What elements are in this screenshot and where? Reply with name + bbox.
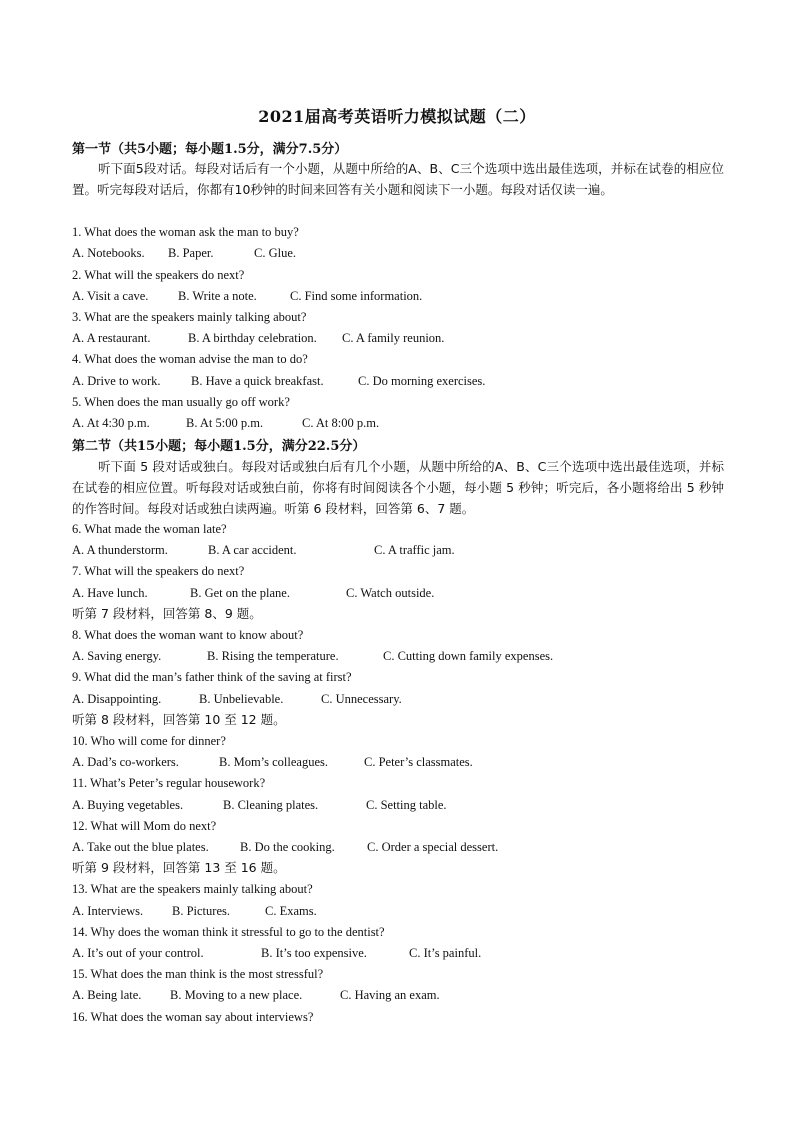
- question-16: 16. What does the woman say about interviews?: [72, 1010, 314, 1024]
- option-a: A. Dad’s co-workers.: [72, 755, 179, 769]
- option-b: B. Rising the temperature.: [207, 649, 339, 663]
- option-c: C. Having an exam.: [340, 988, 440, 1002]
- option-a: A. Visit a cave.: [72, 289, 149, 303]
- option-c: C. A family reunion.: [342, 331, 445, 345]
- option-b: B. It’s too expensive.: [261, 946, 367, 960]
- option-c: C. Setting table.: [366, 798, 447, 812]
- option-b: B. Moving to a new place.: [170, 988, 303, 1002]
- material-note-7: 听第 7 段材料，回答第 8、9 题。: [72, 606, 262, 621]
- options-15: [72, 986, 440, 1004]
- option-a: A. Saving energy.: [72, 649, 162, 663]
- question-12: 12. What will Mom do next?: [72, 819, 217, 833]
- option-a: A. Being late.: [72, 988, 142, 1002]
- option-b: B. A birthday celebration.: [188, 331, 317, 345]
- options-10: [72, 753, 473, 771]
- option-c: C. Order a special dessert.: [367, 840, 499, 854]
- options-4: [72, 372, 485, 390]
- options-6: [72, 541, 455, 559]
- option-a: A. A restaurant.: [72, 331, 151, 345]
- option-a: A. Take out the blue plates.: [72, 840, 209, 854]
- option-b: B. Unbelievable.: [199, 692, 284, 706]
- option-a: A. Notebooks.: [72, 246, 145, 260]
- question-3: 3. What are the speakers mainly talking about?: [72, 310, 307, 324]
- options-11: [72, 796, 447, 814]
- question-11: 11. What’s Peter’s regular housework?: [72, 776, 266, 790]
- option-b: B. At 5:00 p.m.: [186, 416, 264, 430]
- question-13: 13. What are the speakers mainly talking about?: [72, 882, 313, 896]
- option-c: C. Do morning exercises.: [358, 374, 486, 388]
- option-a: A. Interviews.: [72, 904, 144, 918]
- option-b: B. A car accident.: [208, 543, 297, 557]
- option-a: A. Drive to work.: [72, 374, 161, 388]
- option-c: C. Peter’s classmates.: [364, 755, 473, 769]
- question-5: 5. When does the man usually go off work?: [72, 395, 290, 409]
- option-a: A. Have lunch.: [72, 586, 148, 600]
- section1-instruction: 听下面5段对话。每段对话后有一个小题，从题中所给的A、B、C三个选项中选出最佳选项，并标在试卷的相应位置。听完每段对话后，你都有10秒钟的时间来回答有关小题和阅读下一小题。每段对话仅读一遍。: [72, 161, 724, 197]
- question-9: 9. What did the man’s father think of the saving at first?: [72, 670, 352, 684]
- question-6: 6. What made the woman late?: [72, 522, 227, 536]
- option-a: A. At 4:30 p.m.: [72, 416, 150, 430]
- options-13: [72, 902, 317, 920]
- option-c: C. Find some information.: [290, 289, 423, 303]
- option-a: A. A thunderstorm.: [72, 543, 168, 557]
- option-b: B. Do the cooking.: [240, 840, 335, 854]
- section2-instruction: 听下面 5 段对话或独白。每段对话或独白后有几个小题，从题中所给的A、B、C三个选项中选出最佳选项，并标在试卷的相应位置。听每段对话或独白前，你将有时间阅读各个小题，每小题 5 秒钟；听完后，各小题将给出 5 秒钟的作答时间。每段对话或独白读两遍。听第 6 段材料，回答第 6、7 题。: [72, 459, 724, 516]
- question-7: 7. What will the speakers do next?: [72, 564, 245, 578]
- option-b: B. Have a quick breakfast.: [191, 374, 324, 388]
- option-a: A. It’s out of your control.: [72, 946, 204, 960]
- option-c: C. A traffic jam.: [374, 543, 455, 557]
- options-1: [72, 244, 296, 262]
- option-a: A. Buying vegetables.: [72, 798, 184, 812]
- option-b: B. Write a note.: [178, 289, 257, 303]
- options-2: [72, 287, 422, 305]
- option-b: B. Paper.: [168, 246, 214, 260]
- option-b: B. Pictures.: [172, 904, 230, 918]
- option-c: C. Exams.: [265, 904, 317, 918]
- option-b: B. Mom’s colleagues.: [219, 755, 329, 769]
- page-title: 2021届高考英语听力模拟试题（二）: [258, 107, 536, 126]
- options-3: [72, 329, 444, 347]
- options-14: [72, 944, 481, 962]
- options-7: [72, 584, 434, 602]
- question-10: 10. Who will come for dinner?: [72, 734, 226, 748]
- question-1: 1. What does the woman ask the man to buy?: [72, 225, 299, 239]
- option-b: B. Get on the plane.: [190, 586, 290, 600]
- option-c: C. Unnecessary.: [321, 692, 402, 706]
- option-c: C. It’s painful.: [409, 946, 482, 960]
- question-14: 14. Why does the woman think it stressful to go to the dentist?: [72, 925, 385, 939]
- section2-heading: 第二节（共15小题；每小题1.5分，满分22.5分）: [72, 439, 366, 454]
- option-c: C. Watch outside.: [346, 586, 435, 600]
- question-2: 2. What will the speakers do next?: [72, 268, 245, 282]
- option-c: C. At 8:00 p.m.: [302, 416, 380, 430]
- option-b: B. Cleaning plates.: [223, 798, 319, 812]
- question-4: 4. What does the woman advise the man to do?: [72, 352, 308, 366]
- question-8: 8. What does the woman want to know about?: [72, 628, 304, 642]
- question-15: 15. What does the man think is the most stressful?: [72, 967, 324, 981]
- options-5: [72, 414, 379, 432]
- options-8: [72, 647, 553, 665]
- material-note-9: 听第 9 段材料，回答第 13 至 16 题。: [72, 860, 286, 875]
- option-c: C. Cutting down family expenses.: [383, 649, 554, 663]
- options-12: [72, 838, 498, 856]
- option-a: A. Disappointing.: [72, 692, 162, 706]
- option-c: C. Glue.: [254, 246, 297, 260]
- options-9: [72, 690, 402, 708]
- section1-heading: 第一节（共5小题；每小题1.5分，满分7.5分）: [72, 142, 348, 157]
- material-note-8: 听第 8 段材料，回答第 10 至 12 题。: [72, 712, 286, 727]
